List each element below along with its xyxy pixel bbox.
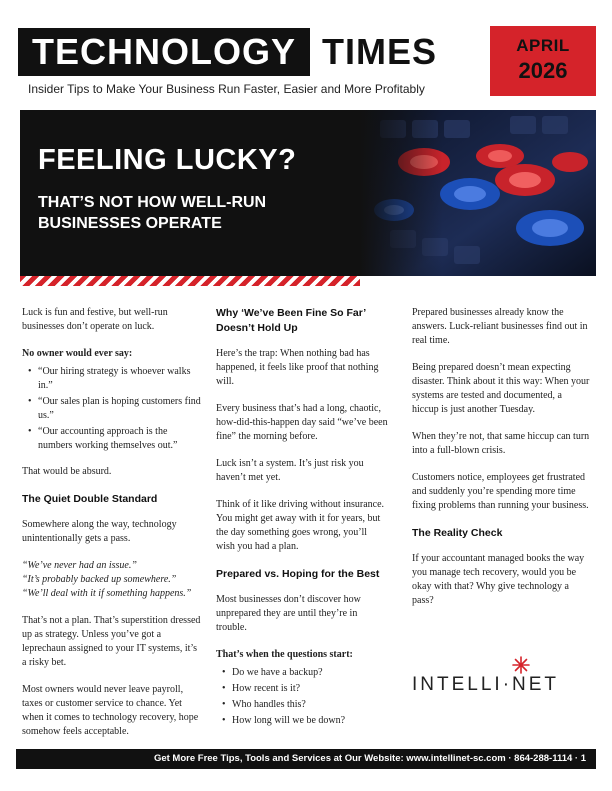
section-heading-prepared: Prepared vs. Hoping for the Best bbox=[216, 568, 380, 580]
most-owners-paragraph: Most owners would never leave payroll, taxes or customer service to chance. Yet when it comes to technology recovery, hope somehow feels acceptable. bbox=[22, 684, 199, 737]
absurd-paragraph: That would be absurd. bbox=[22, 466, 112, 477]
intellinet-logo bbox=[412, 656, 590, 700]
masthead-title-technology: TECHNOLOGY bbox=[18, 28, 310, 76]
column-2 bbox=[216, 306, 388, 740]
quote-line: “It’s probably backed up somewhere.” bbox=[22, 574, 177, 585]
quote-line: “We’ve never had an issue.” bbox=[22, 560, 137, 571]
pass-paragraph: Somewhere along the way, technology unintentionally gets a pass. bbox=[22, 519, 177, 544]
list-item: • “Our sales plan is hoping customers find us.” bbox=[22, 395, 202, 423]
never-say-heading: No owner would ever say: bbox=[22, 348, 133, 359]
section-heading-fine-so-far: Why ‘We’ve Been Fine So Far’ Doesn’t Hold Up bbox=[216, 307, 366, 334]
hero-banner bbox=[20, 110, 596, 276]
list-item: • Who handles this? bbox=[216, 698, 388, 712]
column-1 bbox=[22, 306, 202, 752]
section-heading-reality-check: The Reality Check bbox=[412, 527, 503, 539]
questions-heading: That’s when the questions start: bbox=[216, 649, 353, 660]
quotes-block bbox=[22, 559, 202, 601]
decorative-stripes bbox=[20, 276, 360, 286]
logo-star-icon bbox=[512, 656, 530, 674]
logo-wordmark: INTELLI·NET bbox=[412, 674, 560, 695]
customers-paragraph: Customers notice, employees get frustrated and suddenly you’re spending more time fixing problems than running your business. bbox=[412, 472, 589, 511]
issue-date-box bbox=[490, 26, 596, 96]
issue-month: APRIL bbox=[516, 36, 570, 55]
column-3 bbox=[412, 306, 590, 621]
footer-bar: Get More Free Tips, Tools and Services at Our Website: www.intellinet-sc.com · 864-288-1114 · 1 bbox=[16, 749, 596, 769]
hero-subheadline: THAT’S NOT HOW WELL-RUN BUSINESSES OPERATE bbox=[38, 194, 267, 232]
masthead-title bbox=[18, 28, 437, 76]
list-item: • Do we have a backup? bbox=[216, 666, 388, 680]
when-not-paragraph: When they’re not, that same hiccup can turn into a full-blown crisis. bbox=[412, 431, 590, 456]
discover-paragraph: Most businesses don’t discover how unprepared they are until they’re in trouble. bbox=[216, 594, 361, 633]
superstition-paragraph: That’s not a plan. That’s superstition dressed up as strategy. Unless you’ve got a leprechaun assigned to your IT systems, it’s a risky bet. bbox=[22, 615, 201, 668]
poker-chips-image bbox=[360, 110, 596, 276]
being-prepared-paragraph: Being prepared doesn’t mean expecting disaster. Think about it this way: When your systems are tested and documented, a hiccup is just another Tuesday. bbox=[412, 362, 590, 415]
luck-system-paragraph: Luck isn’t a system. It’s just risk you haven’t met yet. bbox=[216, 458, 364, 483]
tagline: Insider Tips to Make Your Business Run Faster, Easier and More Profitably bbox=[28, 82, 425, 96]
questions-list bbox=[216, 666, 388, 728]
trap-paragraph: Here’s the trap: When nothing bad has happened, it feels like proof that nothing will. bbox=[216, 348, 379, 387]
list-item: • How recent is it? bbox=[216, 682, 388, 696]
never-say-list bbox=[22, 365, 202, 453]
issue-year: 2026 bbox=[518, 58, 568, 83]
list-item: • “Our accounting approach is the numbers working themselves out.” bbox=[22, 425, 202, 453]
list-item: • How long will we be down? bbox=[216, 714, 388, 728]
every-business-paragraph: Every business that’s had a long, chaotic, how-did-this-happen day said “we’ve been fine” the morning before. bbox=[216, 403, 388, 442]
quote-line: “We’ll deal with it if something happens.” bbox=[22, 588, 192, 599]
intro-paragraph: Luck is fun and festive, but well-run businesses don’t operate on luck. bbox=[22, 307, 168, 332]
list-item: • “Our hiring strategy is whoever walks in.” bbox=[22, 365, 202, 393]
section-heading-double-standard: The Quiet Double Standard bbox=[22, 493, 158, 505]
masthead-title-times: TIMES bbox=[322, 31, 438, 72]
reality-paragraph: If your accountant managed books the way you manage tech recovery, would you be okay with that? Why give technology a pass? bbox=[412, 553, 585, 606]
hero-headline: FEELING LUCKY? bbox=[38, 144, 297, 176]
driving-paragraph: Think of it like driving without insurance. You might get away with it for years, but the day something goes wrong, you’ll wish you had a plan. bbox=[216, 499, 385, 552]
prepared-know-paragraph: Prepared businesses already know the answers. Luck-reliant businesses find out in real time. bbox=[412, 307, 588, 346]
